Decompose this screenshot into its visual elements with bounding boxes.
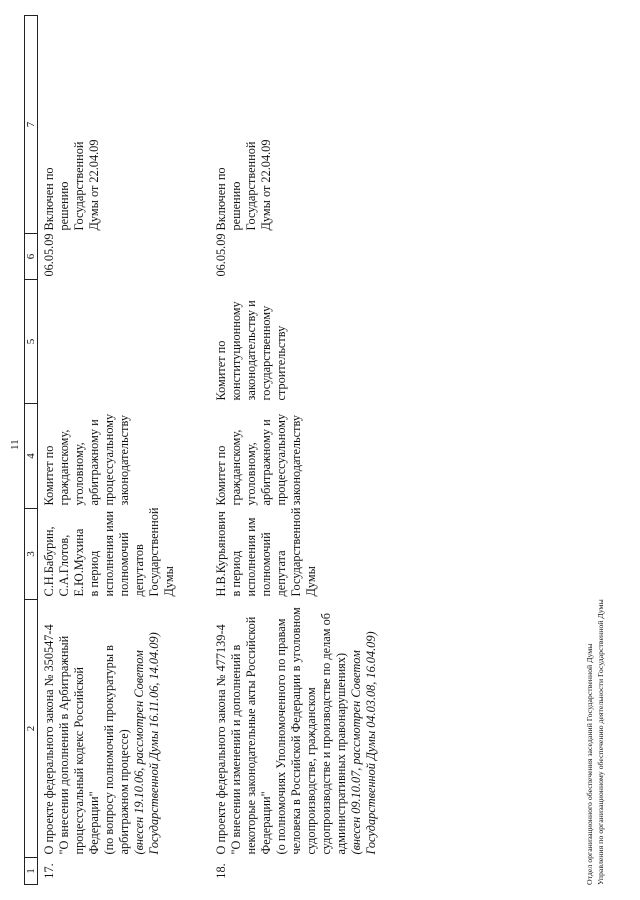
row-number: 18.: [214, 863, 228, 879]
column-header: 4: [25, 404, 38, 509]
co-committee-line: законодательству и: [244, 300, 258, 401]
column-header: 1: [25, 858, 38, 885]
author-line: депутата: [274, 550, 288, 597]
committee-line: уголовному,: [244, 442, 258, 506]
authors-cell: [38, 509, 211, 600]
description-line: Федерации": [259, 791, 273, 855]
author-line: депутатов: [132, 544, 146, 597]
description-line: (внесен 19.10.06, рассмотрен Советом: [132, 650, 146, 855]
co-executor-committee-cell: [38, 280, 211, 404]
footer-directorate: Управления по организационному обеспечению деятельности Государственной Думы: [596, 599, 605, 885]
column-header: 2: [25, 600, 38, 858]
status-line: решению: [229, 181, 243, 231]
description-line: "О внесении изменений и дополнений в: [229, 644, 243, 855]
author-line: Е.Ю.Мухина: [72, 528, 86, 597]
page-number: 11: [9, 439, 21, 450]
date: 06.05.09: [214, 233, 228, 277]
author-line: Думы: [162, 566, 176, 597]
author-line: С.А.Глотов,: [57, 534, 71, 597]
status-line: Думы от 22.04.09: [87, 139, 101, 231]
footer-department: Отдел организационного обеспечения заседаний Государственной Думы: [585, 643, 594, 885]
author-line: Государственной: [147, 507, 161, 597]
description-line: (о полномочиях Уполномоченного по правам: [274, 618, 288, 855]
description-line: процессуальный кодекс Российской: [72, 667, 86, 855]
description-line: человека в Российской Федерации в уголовном: [289, 607, 303, 855]
description-line: О проекте федерального закона № 350547-4: [42, 624, 56, 855]
description-line: "О внесении дополнений в Арбитражный: [57, 635, 71, 855]
author-line: в период: [87, 550, 101, 597]
co-committee-line: конституционному: [229, 301, 243, 401]
date-cell: [210, 234, 444, 280]
table-row: [38, 16, 211, 885]
description-line: некоторые законодательные акты Российской: [244, 616, 258, 855]
co-committee-line: государственному: [259, 305, 273, 401]
description-line: (по вопросу полномочий прокуратуры в: [102, 645, 116, 855]
committee-line: законодательству: [289, 414, 303, 506]
author-line: исполнения им: [244, 517, 258, 597]
committee-line: гражданскому,: [57, 429, 71, 506]
table-row: [210, 16, 444, 885]
description-line: (внесен 09.10.07, рассмотрен Советом: [349, 650, 363, 855]
status-line: Государственной: [72, 141, 86, 231]
bill-description-cell: [210, 600, 444, 858]
status-cell: [38, 16, 211, 234]
description-line: Федерации": [87, 791, 101, 855]
row-number: 17.: [42, 863, 56, 879]
column-header: 6: [25, 234, 38, 280]
status-line: Включен по: [42, 167, 56, 231]
author-line: исполнения ими: [102, 510, 116, 597]
status-line: Думы от 22.04.09: [259, 139, 273, 231]
column-numbers-row: [25, 16, 38, 885]
description-line: административных правонарушениях): [334, 652, 348, 855]
column-header: 7: [25, 16, 38, 234]
description-line: О проекте федерального закона № 477139-4: [214, 624, 228, 855]
committee-line: Комитет по: [42, 445, 56, 506]
author-line: Государственной: [289, 507, 303, 597]
description-line: арбитражном процессе): [117, 729, 131, 855]
author-line: Н.В.Курьянович: [214, 511, 228, 597]
description-line: Государственной Думы 04.03.08, 16.04.09): [364, 631, 378, 855]
committee-line: процессуальному: [102, 413, 116, 506]
committee-line: арбитражному и: [259, 419, 273, 506]
committee-line: уголовному,: [72, 442, 86, 506]
co-committee-line: строительству: [274, 325, 288, 401]
committee-line: процессуальному: [274, 413, 288, 506]
description-line: судопроизводстве и производстве по делам об: [319, 613, 333, 855]
author-line: полномочий: [259, 532, 273, 597]
column-header: 3: [25, 509, 38, 600]
committee-line: Комитет по: [214, 445, 228, 506]
status-cell: [210, 16, 444, 234]
committee-line: арбитражному и: [87, 419, 101, 506]
row-number-cell: [38, 858, 211, 885]
status-line: решению: [57, 181, 71, 231]
date: 06.05.09: [42, 233, 56, 277]
status-line: Государственной: [244, 141, 258, 231]
bill-description-cell: [38, 600, 211, 858]
author-line: С.Н.Бабурин,: [42, 526, 56, 597]
description-line: судопроизводстве, гражданском: [304, 687, 318, 855]
status-line: Включен по: [214, 167, 228, 231]
bills-table: [24, 15, 444, 885]
responsible-committee-cell: [38, 404, 211, 509]
column-header: 5: [25, 280, 38, 404]
committee-line: законодательству: [117, 414, 131, 506]
co-executor-committee-cell: [210, 280, 444, 404]
co-committee-line: Комитет по: [214, 340, 228, 401]
responsible-committee-cell: [210, 404, 444, 509]
authors-cell: [210, 509, 444, 600]
committee-line: гражданскому,: [229, 429, 243, 506]
row-number-cell: [210, 858, 444, 885]
description-line: Государственной Думы 16.11.06, 14.04.09): [147, 632, 161, 855]
date-cell: [38, 234, 211, 280]
author-line: в период: [229, 550, 243, 597]
author-line: Думы: [304, 566, 318, 597]
author-line: полномочий: [117, 532, 131, 597]
